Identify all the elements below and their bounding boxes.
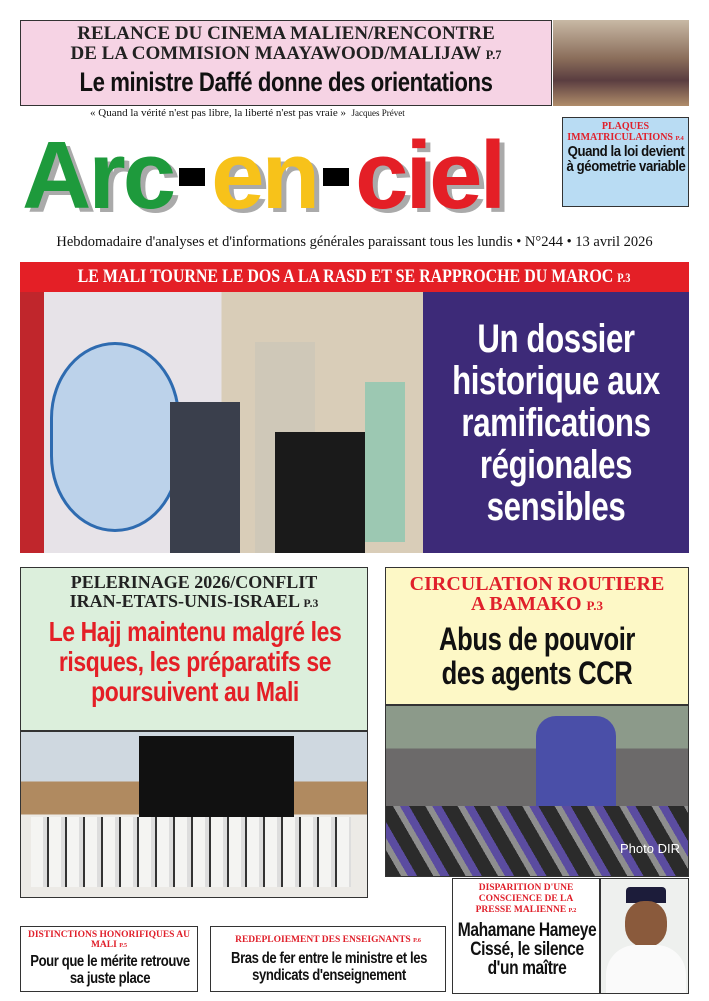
masthead-quote [90,107,405,120]
traffic-headline: Abus de pouvoir des agents CCR [439,621,635,691]
logo [22,121,562,231]
photo-credit: Photo DIR [620,841,680,856]
page-ref: P.5 [119,943,128,949]
cinema-meeting-photo [553,20,689,106]
side-box[interactable] [562,117,689,207]
side-box-kicker: PLAQUES IMMATRICULATIONS [567,121,673,143]
page-ref: P.3 [586,598,604,613]
bottom-story-2[interactable] [210,926,446,992]
portrait-photo [600,878,689,994]
quote-text: « Quand la vérité n'est pas libre, la liberté n'est pas vraie » [90,107,346,119]
hajj-headline: Le Hajj maintenu malgré les risques, les préparatifs se poursuivent au Mali [48,616,342,707]
hajj-story[interactable] [20,567,368,731]
tagline: Hebdomadaire d'analyses et d'informations générales paraissant tous les lundis • N°244 • 13 avril 2026 [56,234,653,250]
bottom-kicker: REDEPLOIEMENT DES ENSEIGNANTS [235,935,411,945]
lead-headline: Un dossier historique aux ramifications régionales sensibles [452,316,660,529]
kicker-line: CIRCULATION ROUTIERE [409,573,665,595]
bottom-story-3[interactable] [452,878,600,994]
kicker-line: A BAMAKO [470,593,582,615]
page-ref: P.2 [568,908,577,914]
top-story-headline: Le ministre Daffé donne des orientations [79,67,493,97]
bottom-kicker: DISPARITION D'UNE CONSCIENCE DE LA PRESSE MALIENNE [475,883,574,915]
lead-headline-box[interactable] [423,292,689,553]
lead-photo [20,292,423,553]
traffic-story[interactable] [385,567,689,705]
bottom-kicker: DISTINCTIONS HONORIFIQUES AU MALI [27,930,191,950]
kicker-line: DE LA COMMISION MAAYAWOOD/MALIJAW [70,43,482,64]
logo-part: Arc [22,122,174,229]
lead-banner[interactable] [20,262,689,292]
kaaba-photo [20,731,368,898]
logo-part: en [211,122,318,229]
page-ref: P.6 [413,938,421,944]
banner-line [78,262,631,292]
side-box-headline: Quand la loi devient à géometrie variable [566,143,686,175]
page-ref: P.7 [485,48,502,62]
kicker-line: RELANCE DU CINEMA MALIEN/RENCONTRE [77,23,495,44]
top-story[interactable] [20,20,552,106]
bottom-headline: Pour que le mérite retrouve sa juste place [30,953,190,987]
logo-part: ciel [355,122,504,229]
banner-text: LE MALI TOURNE LE DOS A LA RASD ET SE RAPPROCHE DU MAROC [78,266,614,287]
page-ref: P.3 [303,597,319,610]
bottom-story-1[interactable] [20,926,198,992]
page-ref: P.3 [617,271,631,285]
bottom-headline: Mahamane Hameye Cissé, le silence d'un maître [457,920,597,979]
quote-author: Jacques Prévet [351,108,405,118]
bottom-headline: Bras de fer entre le ministre et les syndicats d'enseignement [231,950,427,984]
page-ref: P.4 [675,135,684,142]
kicker-line: PELERINAGE 2026/CONFLIT [70,572,318,592]
motorcycles-photo [385,705,689,877]
kicker-line: IRAN-ETATS-UNIS-ISRAEL [69,591,300,611]
top-story-kicker [21,24,551,65]
